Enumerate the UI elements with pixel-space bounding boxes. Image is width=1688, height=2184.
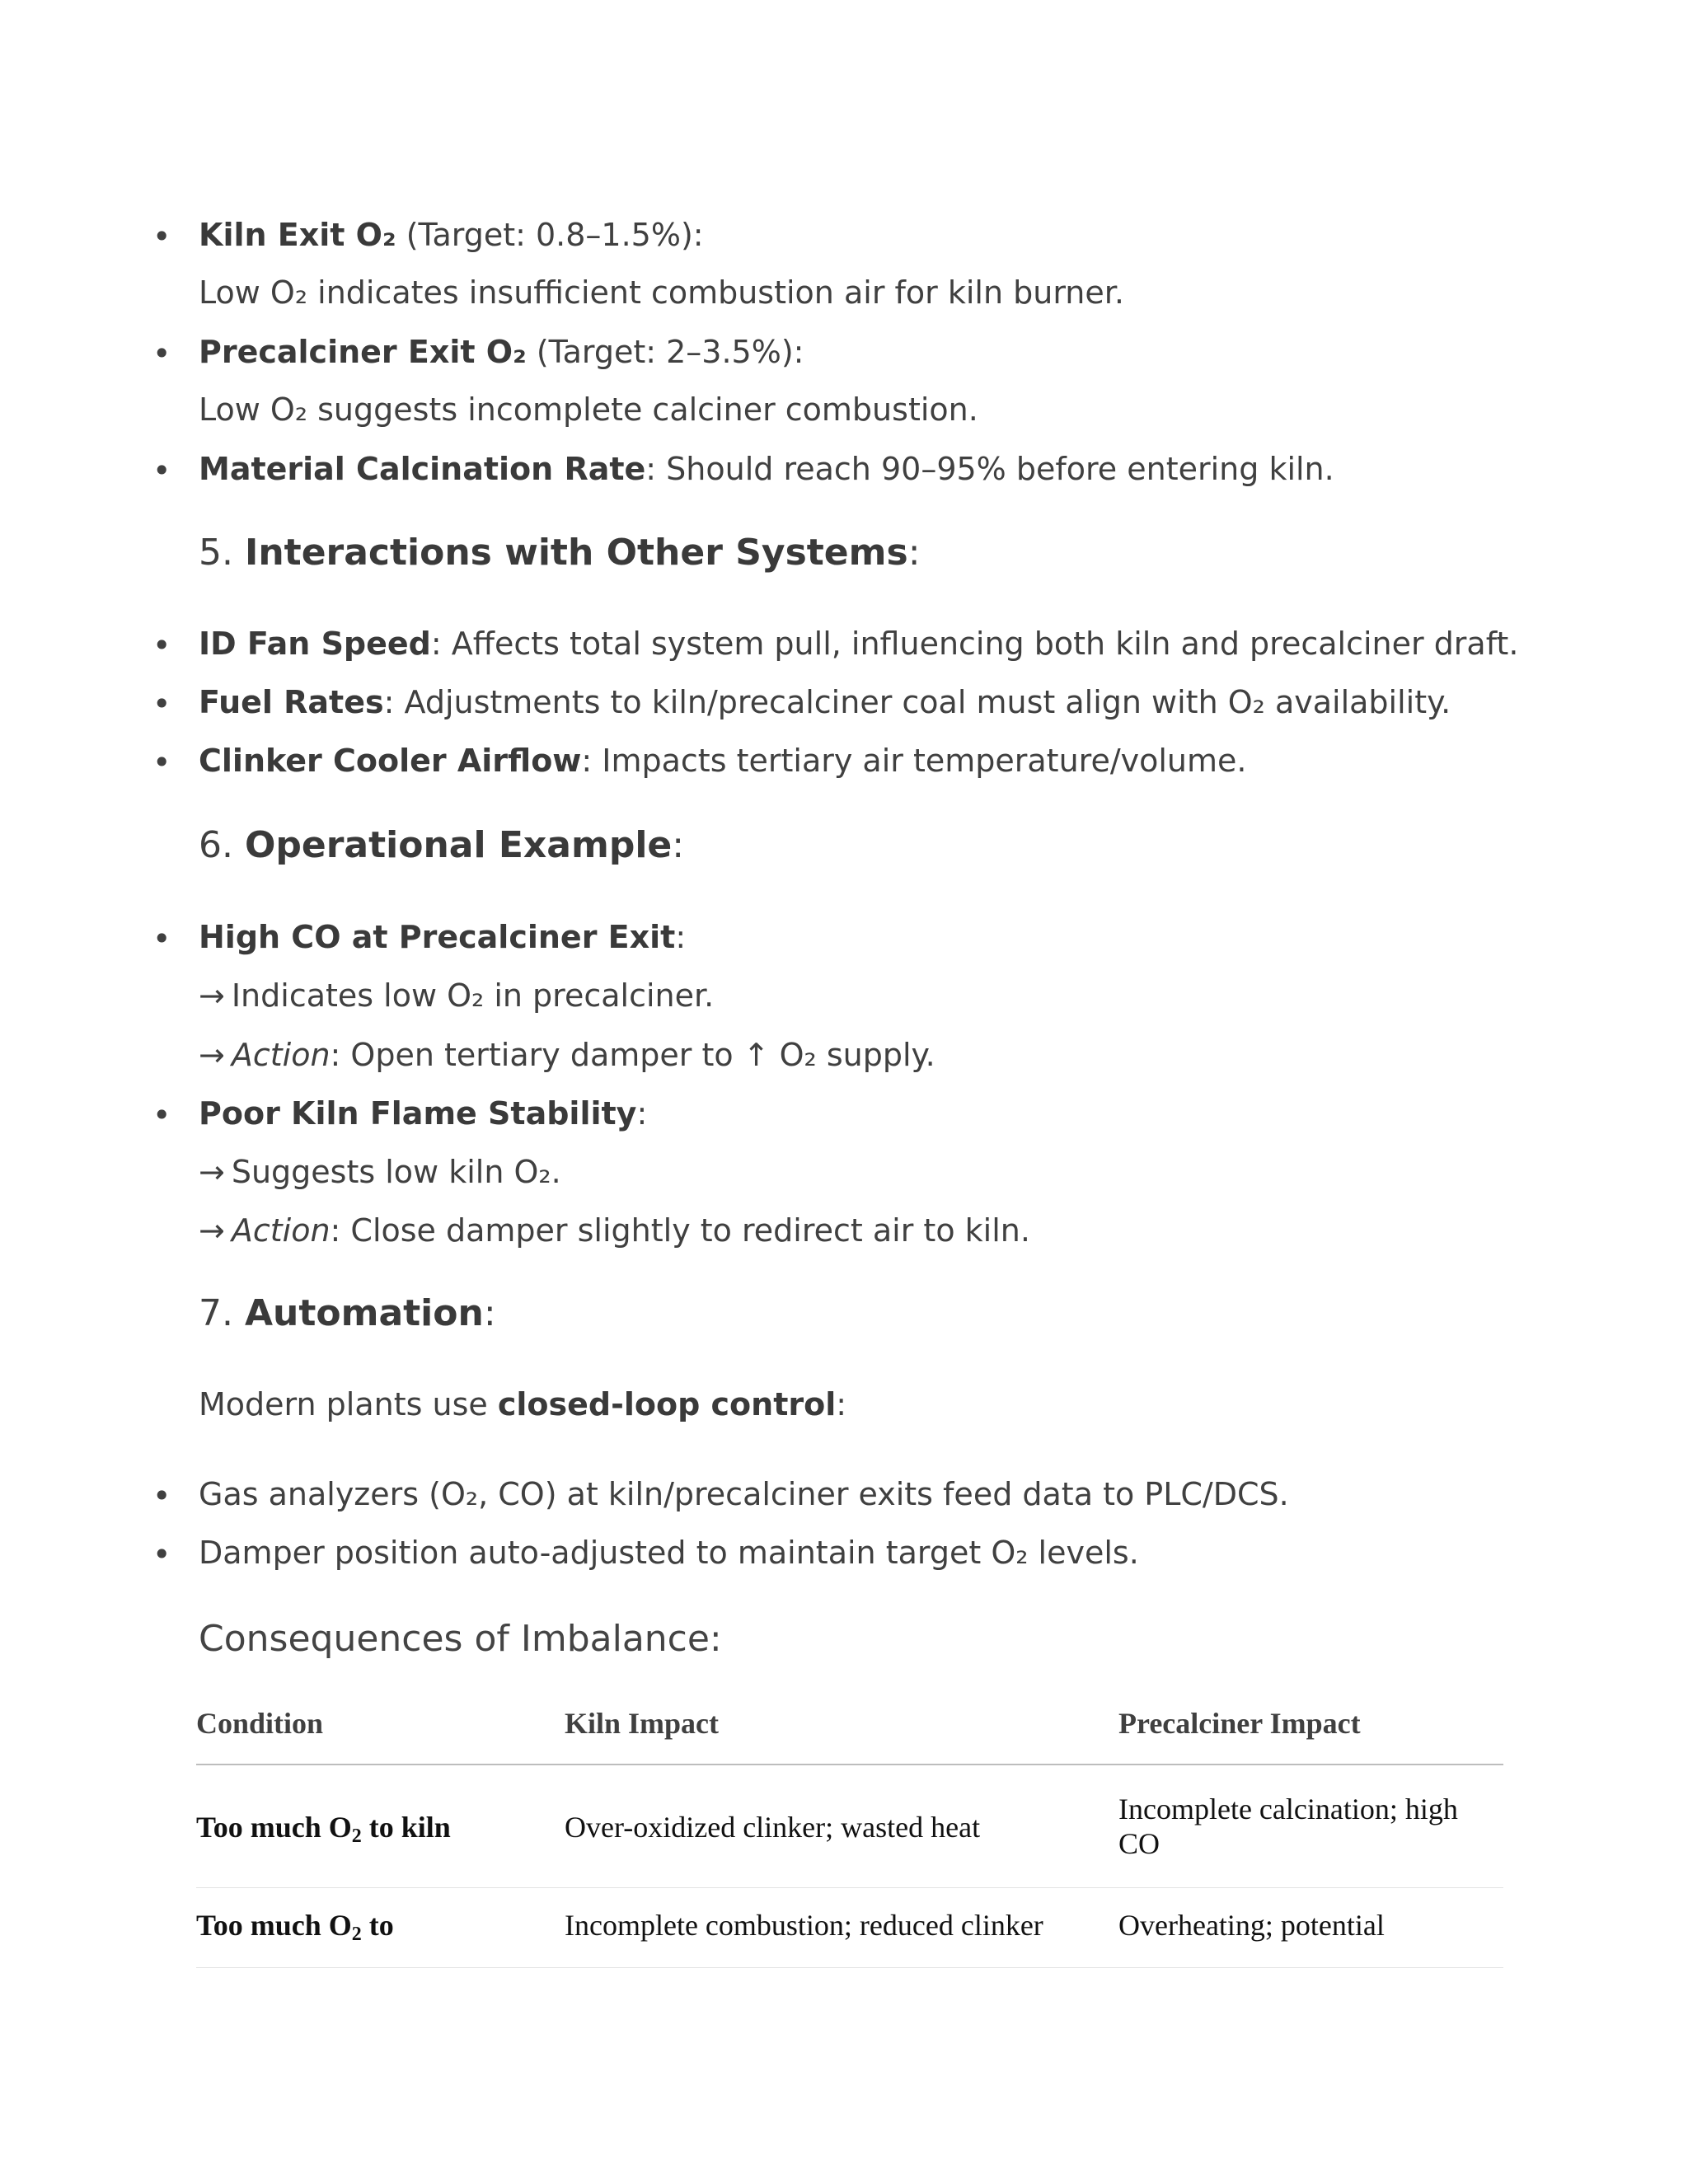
table-cell: Incomplete combustion; reduced clinker [565, 1909, 1043, 1942]
table-cell: Incomplete calcination; high CO [1118, 1793, 1458, 1860]
bullet: • [152, 1478, 171, 1514]
list-item-detail: → Indicates low O₂ in precalciner. [199, 977, 715, 1014]
column-header: Condition [196, 1707, 324, 1740]
bullet: • [152, 627, 171, 663]
list-item: ID Fan Speed: Affects total system pull, influencing both kiln and precalciner draft. [199, 626, 1519, 662]
list-item: Clinker Cooler Airflow: Impacts tertiary air temperature/volume. [199, 743, 1247, 779]
section-heading: 5. Interactions with Other Systems: [199, 532, 921, 574]
column-header: Precalciner Impact [1118, 1707, 1361, 1740]
table-cell: Over-oxidized clinker; wasted heat [565, 1811, 981, 1844]
list-item: Damper position auto-adjusted to maintain target O₂ levels. [199, 1535, 1139, 1571]
bullet: • [152, 335, 171, 372]
bullet: • [152, 744, 171, 780]
list-item-action: → Action: Close damper slightly to redirect air to kiln. [199, 1212, 1030, 1249]
bullet: • [152, 1097, 171, 1133]
list-item: Gas analyzers (O₂, CO) at kiln/precalciner exits feed data to PLC/DCS. [199, 1476, 1289, 1512]
bullet: • [152, 1536, 171, 1572]
list-item-detail: Low O₂ suggests incomplete calciner combustion. [199, 391, 978, 428]
bullet: • [152, 218, 171, 255]
section-heading: 7. Automation: [199, 1292, 496, 1334]
column-header: Kiln Impact [565, 1707, 720, 1740]
bullet: • [152, 921, 171, 957]
table-cell: Overheating; potential [1118, 1909, 1385, 1942]
list-item-detail: → Suggests low kiln O₂. [199, 1154, 561, 1190]
list-item: Poor Kiln Flame Stability: [199, 1095, 648, 1132]
bullet: • [152, 452, 171, 489]
row-divider [196, 1967, 1503, 1968]
list-item: Material Calcination Rate: Should reach 90–95% before entering kiln. [199, 451, 1334, 487]
header-divider [196, 1764, 1503, 1765]
list-item: Fuel Rates: Adjustments to kiln/precalciner coal must align with O₂ availability. [199, 684, 1451, 720]
consequences-table [196, 1706, 1503, 1970]
table-title: Consequences of Imbalance: [199, 1618, 722, 1660]
list-item-detail: Low O₂ indicates insufficient combustion air for kiln burner. [199, 274, 1124, 311]
bullet: • [152, 686, 171, 722]
paragraph: Modern plants use closed-loop control: [199, 1386, 847, 1422]
list-item: Kiln Exit O₂ (Target: 0.8–1.5%): [199, 217, 704, 253]
table-cell: Too much $O_2$ to kiln [196, 1811, 451, 1847]
list-item: High CO at Precalciner Exit: [199, 919, 687, 955]
section-heading: 6. Operational Example: [199, 824, 685, 866]
table-cell: Too much $O_2$ to [196, 1909, 394, 1945]
list-item-action: → Action: Open tertiary damper to ↑ O₂ supply. [199, 1037, 935, 1073]
list-item: Precalciner Exit O₂ (Target: 2–3.5%): [199, 334, 804, 370]
row-divider [196, 1887, 1503, 1888]
